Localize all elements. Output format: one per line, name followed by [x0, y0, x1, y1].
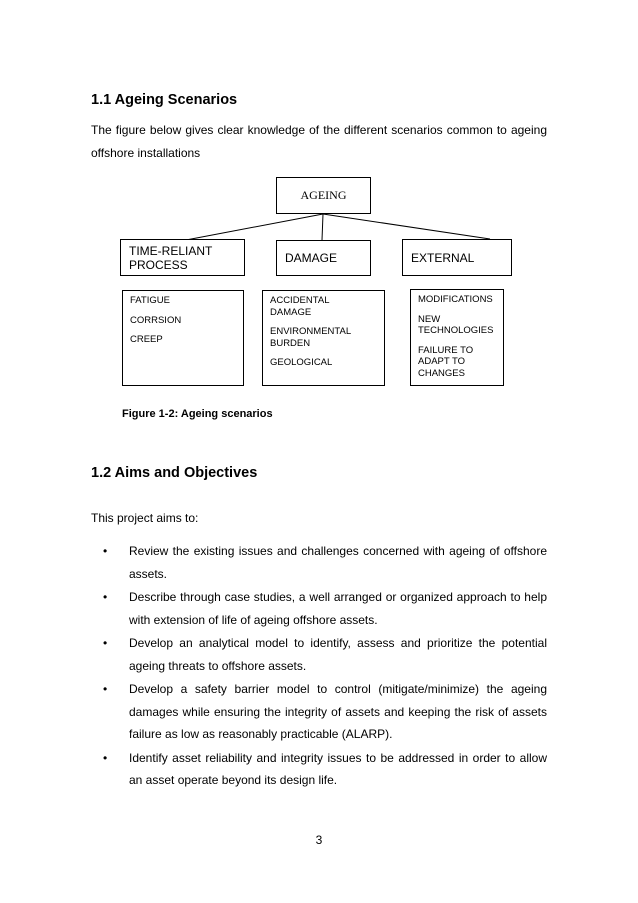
- section-heading-ageing-scenarios: 1.1 Ageing Scenarios: [91, 92, 238, 108]
- item-label: CREEP: [130, 334, 163, 345]
- category-box-external: [402, 239, 512, 276]
- item-box-external: [410, 289, 504, 386]
- item-label: CORRSION: [130, 314, 182, 326]
- connector-line-damage: [322, 214, 323, 240]
- item-box-damage: [262, 290, 385, 386]
- item-label: FATIGUE: [130, 295, 170, 306]
- objectives-list: [91, 540, 547, 793]
- category-box-time-reliant: [120, 239, 245, 276]
- category-label: DAMAGE: [285, 251, 338, 265]
- list-item: • Develop a safety barrier model to control (mitigate/minimize) the ageing damages while ensuring the integrity of assets and keeping the risk of assets failure as low as reasonably practicable (ALARP).: [91, 678, 547, 746]
- section-paragraph: The figure below gives clear knowledge of the different scenarios common to ageing offshore installations: [91, 123, 547, 160]
- list-item: • Develop an analytical model to identify, assess and prioritize the potential ageing threats to offshore assets.: [91, 632, 547, 677]
- category-label: EXTERNAL: [411, 250, 475, 265]
- list-item: • Review the existing issues and challenges concerned with ageing of offshore assets.: [91, 540, 547, 585]
- item-label: ENVIRONMENTAL BURDEN: [270, 326, 351, 349]
- figure-caption: Figure 1-2: Ageing scenarios: [122, 408, 273, 420]
- category-label: TIME-RELIANT PROCESS: [129, 243, 213, 272]
- connector-line-external: [323, 214, 490, 239]
- item-label: MODIFICATIONS: [418, 294, 493, 305]
- section-heading-aims-objectives: 1.2 Aims and Objectives: [91, 465, 258, 481]
- item-label: FAILURE TO ADAPT TO CHANGES: [418, 344, 474, 379]
- item-label: NEW TECHNOLOGIES: [418, 313, 494, 336]
- ageing-root-box: [276, 177, 371, 214]
- list-item: • Describe through case studies, a well arranged or organized approach to help with extension of life of ageing offshore assets.: [91, 586, 547, 631]
- section-intro: This project aims to:: [91, 511, 199, 525]
- page-number: 3: [315, 833, 323, 847]
- list-item: • Identify asset reliability and integrity issues to be addressed in order to allow an asset operate beyond its design life.: [91, 747, 547, 792]
- item-box-time-reliant: [122, 290, 244, 386]
- item-label: ACCIDENTAL DAMAGE: [270, 295, 330, 318]
- category-box-damage: [276, 240, 371, 276]
- connector-line-time-reliant: [186, 214, 323, 240]
- ageing-root-label: AGEING: [300, 188, 347, 202]
- item-label: GEOLOGICAL: [270, 357, 333, 368]
